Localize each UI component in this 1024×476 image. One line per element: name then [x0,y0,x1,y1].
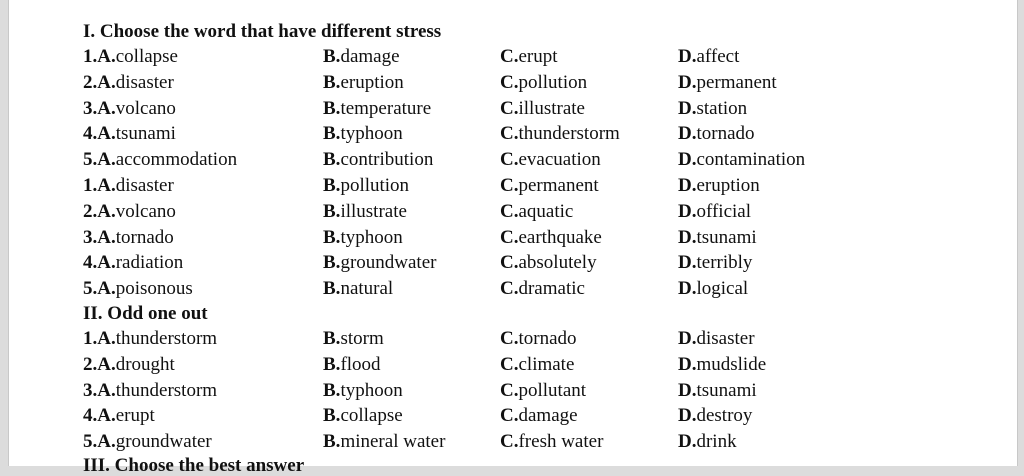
option-letter: C. [500,405,519,427]
question-row [83,96,983,122]
option-word: official [696,200,751,222]
option-c [500,429,603,455]
option-letter: B. [323,174,341,196]
option-word: eruption [696,174,760,196]
option-letter: C. [500,123,519,145]
option-word: tornado [696,123,755,145]
option-letter: A. [97,431,116,453]
option-word: accommodation [115,149,238,171]
option-word: disaster [115,71,174,93]
option-word: mudslide [696,353,767,375]
next-heading-text: III. Choose the best answer [83,455,305,476]
option-d [678,173,760,199]
question-number: 3. [83,97,98,119]
option-word: mineral water [340,431,446,453]
question-number: 4. [83,405,98,427]
option-b [323,276,393,302]
option-letter: D. [678,226,697,248]
option-letter: B. [323,200,341,222]
option-c [500,276,585,302]
option-b [323,225,403,251]
option-a [83,44,178,70]
option-word: pollution [340,174,410,196]
option-a [83,225,174,251]
option-letter: A. [97,174,116,196]
option-b [323,96,431,122]
option-letter: B. [323,353,341,375]
option-word: disaster [115,174,174,196]
option-letter: C. [500,431,519,453]
option-word: eruption [340,71,404,93]
option-b [323,199,407,225]
option-letter: A. [97,226,116,248]
question-row [83,378,983,404]
option-word: natural [340,278,394,300]
option-c [500,96,585,122]
option-d [678,44,739,70]
option-d [678,378,757,404]
option-word: tornado [115,226,174,248]
option-a [83,121,176,147]
option-word: groundwater [340,252,437,274]
option-b [323,403,403,429]
question-number: 2. [83,353,98,375]
option-d [678,403,752,429]
option-letter: A. [97,46,116,67]
option-word: contamination [696,149,806,171]
option-a [83,429,212,455]
option-letter: B. [323,46,341,67]
question-number: 3. [83,379,98,401]
question-row [83,147,983,173]
question-number: 1. [83,327,98,349]
option-c [500,352,574,378]
option-word: destroy [696,405,753,427]
option-d [678,250,752,276]
option-d [678,121,755,147]
option-word: absolutely [518,252,597,274]
option-c [500,199,573,225]
option-word: permanent [696,71,777,93]
option-letter: D. [678,46,697,67]
option-word: temperature [340,97,432,119]
question-number: 2. [83,200,98,222]
option-letter: D. [678,327,697,349]
option-letter: D. [678,71,697,93]
option-letter: D. [678,200,697,222]
option-d [678,147,805,173]
option-letter: D. [678,431,697,453]
option-letter: D. [678,379,697,401]
option-b [323,147,433,173]
option-letter: C. [500,200,519,222]
option-word: tsunami [115,123,176,145]
option-word: collapse [115,46,178,67]
option-letter: A. [97,379,116,401]
option-letter: C. [500,353,519,375]
option-a [83,199,176,225]
question-number: 5. [83,149,98,171]
option-word: erupt [115,405,155,427]
option-word: volcano [115,97,176,119]
option-word: pollution [518,71,588,93]
option-word: tsunami [696,379,757,401]
option-word: typhoon [340,123,403,145]
option-word: tsunami [696,226,757,248]
option-word: logical [696,278,749,300]
option-d [678,199,751,225]
next-section-heading-partial [83,455,305,476]
option-letter: A. [97,327,116,349]
question-row [83,70,983,96]
question-number: 1. [83,46,98,67]
option-letter: C. [500,327,519,349]
option-letter: A. [97,405,116,427]
option-letter: B. [323,97,341,119]
option-word: affect [696,46,740,67]
document-page [8,0,1018,476]
option-word: evacuation [518,149,601,171]
question-row [83,326,983,352]
option-word: fresh water [518,431,604,453]
option-letter: B. [323,123,341,145]
option-word: typhoon [340,379,403,401]
section-heading: I. Choose the word that have different stress [83,21,442,42]
option-letter: D. [678,149,697,171]
option-word: dramatic [518,278,585,300]
option-letter: C. [500,97,519,119]
option-d [678,326,755,352]
option-c [500,70,587,96]
option-letter: C. [500,278,519,300]
question-row [83,352,983,378]
option-a [83,326,217,352]
option-word: typhoon [340,226,403,248]
option-letter: B. [323,278,341,300]
option-letter: A. [97,149,116,171]
option-letter: D. [678,405,697,427]
question-number: 2. [83,71,98,93]
option-a [83,173,174,199]
option-word: station [696,97,748,119]
option-b [323,173,409,199]
option-word: erupt [518,46,558,67]
option-a [83,352,175,378]
option-b [323,44,400,70]
option-d [678,96,747,122]
question-row [83,199,983,225]
option-letter: A. [97,200,116,222]
option-a [83,96,176,122]
option-b [323,352,381,378]
exercise-content [83,20,983,455]
option-word: illustrate [518,97,585,119]
option-word: earthquake [518,226,602,248]
option-letter: B. [323,149,341,171]
option-word: drought [115,353,175,375]
option-d [678,225,757,251]
option-letter: B. [323,405,341,427]
option-letter: D. [678,97,697,119]
option-c [500,403,578,429]
option-letter: C. [500,46,519,67]
option-d [678,276,748,302]
option-a [83,403,155,429]
option-letter: C. [500,71,519,93]
question-row [83,250,983,276]
option-c [500,378,586,404]
option-word: permanent [518,174,599,196]
option-c [500,225,602,251]
option-word: volcano [115,200,176,222]
option-word: illustrate [340,200,407,222]
question-row [83,403,983,429]
option-letter: C. [500,379,519,401]
option-letter: C. [500,226,519,248]
option-letter: A. [97,123,116,145]
option-word: thunderstorm [115,327,218,349]
option-word: damage [340,46,400,67]
section-heading: II. Odd one out [83,302,208,324]
option-b [323,429,445,455]
option-a [83,70,174,96]
option-word: storm [340,327,384,349]
question-row [83,429,983,455]
option-letter: D. [678,278,697,300]
option-a [83,378,217,404]
option-c [500,147,601,173]
option-letter: D. [678,123,697,145]
option-d [678,429,737,455]
question-row [83,173,983,199]
option-word: groundwater [115,431,212,453]
option-word: pollutant [518,379,587,401]
option-word: disaster [696,327,755,349]
option-c [500,44,558,70]
option-a [83,250,183,276]
question-row [83,276,983,302]
option-letter: A. [97,353,116,375]
option-d [678,70,777,96]
option-letter: A. [97,97,116,119]
option-a [83,276,193,302]
question-number: 4. [83,252,98,274]
option-word: poisonous [115,278,193,300]
option-b [323,121,403,147]
option-word: thunderstorm [115,379,218,401]
option-word: terribly [696,252,753,274]
option-letter: C. [500,174,519,196]
option-c [500,250,597,276]
option-letter: A. [97,278,116,300]
option-word: drink [696,431,737,453]
question-number: 5. [83,431,98,453]
option-word: tornado [518,327,577,349]
option-b [323,70,404,96]
option-c [500,121,620,147]
option-letter: A. [97,71,116,93]
question-number: 5. [83,278,98,300]
option-letter: B. [323,252,341,274]
option-word: aquatic [518,200,574,222]
option-letter: C. [500,252,519,274]
question-row [83,121,983,147]
option-b [323,250,436,276]
option-d [678,352,766,378]
option-c [500,326,577,352]
question-number: 3. [83,226,98,248]
option-b [323,326,384,352]
question-row [83,44,983,70]
option-letter: B. [323,379,341,401]
question-number: 4. [83,123,98,145]
question-row [83,225,983,251]
question-number: 1. [83,174,98,196]
option-word: climate [518,353,575,375]
option-letter: B. [323,431,341,453]
option-word: radiation [115,252,184,274]
option-letter: B. [323,226,341,248]
option-letter: C. [500,149,519,171]
option-letter: A. [97,252,116,274]
option-letter: D. [678,353,697,375]
option-a [83,147,237,173]
option-c [500,173,599,199]
option-word: thunderstorm [518,123,620,145]
option-word: contribution [340,149,434,171]
option-letter: D. [678,252,697,274]
option-word: flood [340,353,381,375]
option-word: damage [518,405,578,427]
option-b [323,378,403,404]
option-letter: D. [678,174,697,196]
option-word: collapse [340,405,403,427]
option-letter: B. [323,327,341,349]
option-letter: B. [323,71,341,93]
